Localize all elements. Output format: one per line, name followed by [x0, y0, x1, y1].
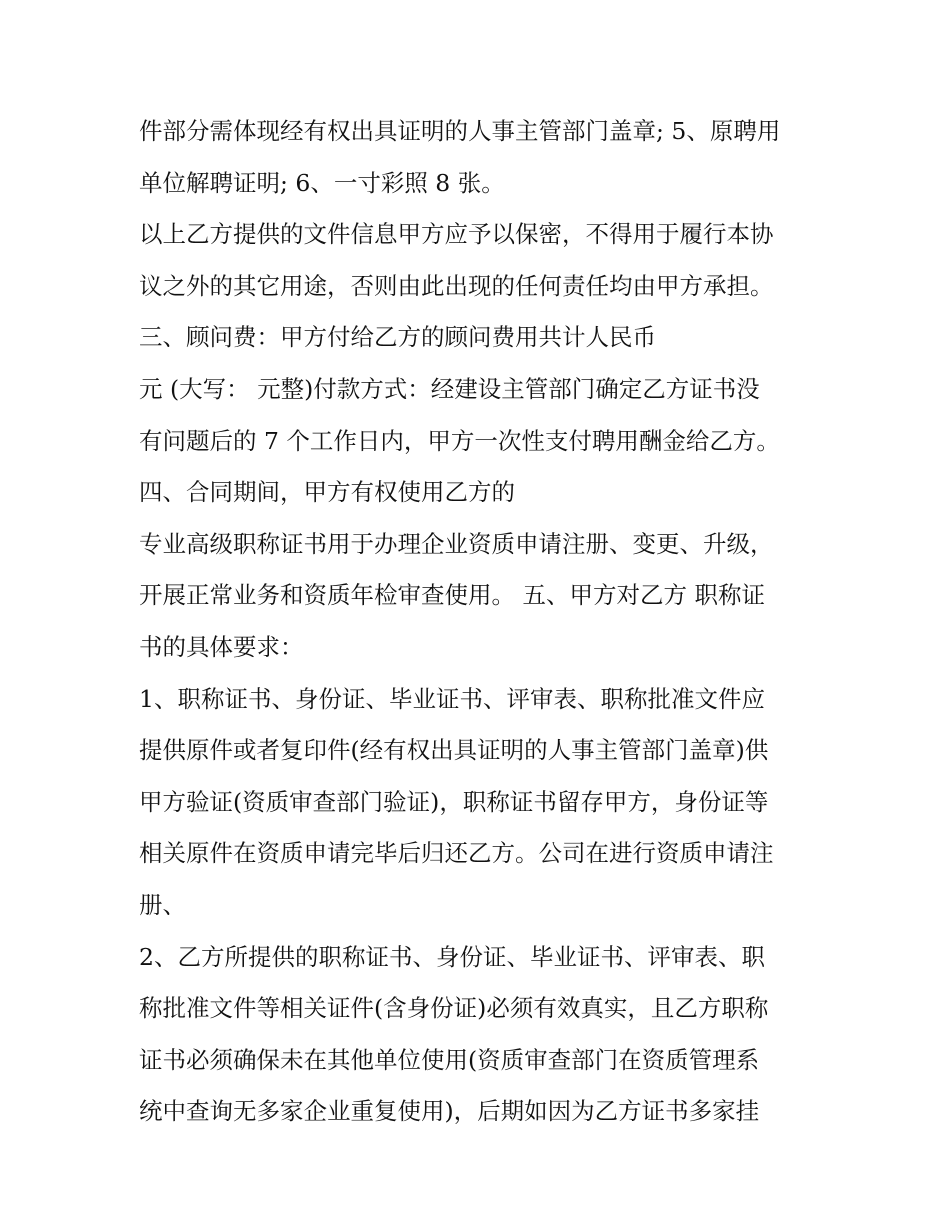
text-line: 议之外的其它用途，否则由此出现的任何责任均由甲方承担。: [139, 271, 774, 300]
text-line: 书的具体要求：: [139, 632, 304, 661]
text-line: 1、职称证书、身份证、毕业证书、评审表、职称批准文件应: [139, 684, 765, 713]
text-line: 开展正常业务和资质年检审查使用。 五、甲方对乙方 职称证: [139, 581, 765, 610]
text-line: 件部分需体现经有权出具证明的人事主管部门盖章; 5、原聘用: [139, 117, 781, 145]
text-line: 甲方验证(资质审查部门验证)，职称证书留存甲方，身份证等: [139, 787, 769, 816]
text-line: 以上乙方提供的文件信息甲方应予以保密，不得用于履行本协: [139, 220, 774, 249]
text-line: 2、乙方所提供的职称证书、身份证、毕业证书、评审表、职: [139, 942, 765, 971]
text-line: 册、: [139, 890, 186, 919]
text-line: 四、合同期间，甲方有权使用乙方的: [139, 478, 515, 507]
text-line: 称批准文件等相关证件(含身份证)必须有效真实，且乙方职称: [139, 994, 769, 1023]
text-line: 单位解聘证明; 6、一寸彩照 8 张。: [139, 168, 505, 197]
text-line: 专业高级职称证书用于办理企业资质申请注册、变更、升级，: [139, 529, 774, 558]
text-line: 统中查询无多家企业重复使用)，后期如因为乙方证书多家挂: [139, 1097, 760, 1126]
text-line: 相关原件在资质申请完毕后归还乙方。公司在进行资质申请注: [139, 839, 774, 868]
text-line: 证书必须确保未在其他单位使用(资质审查部门在资质管理系: [139, 1045, 760, 1074]
document-body: [139, 106, 829, 1138]
text-line: 三、顾问费：甲方付给乙方的顾问费用共计人民币: [139, 323, 656, 352]
text-line: 有问题后的 7 个工作日内，甲方一次性支付聘用酬金给乙方。: [139, 426, 780, 455]
text-line: 元 (大写： 元整)付款方式：经建设主管部门确定乙方证书没: [139, 374, 760, 403]
text-line: 提供原件或者复印件(经有权出具证明的人事主管部门盖章)供: [139, 736, 769, 765]
